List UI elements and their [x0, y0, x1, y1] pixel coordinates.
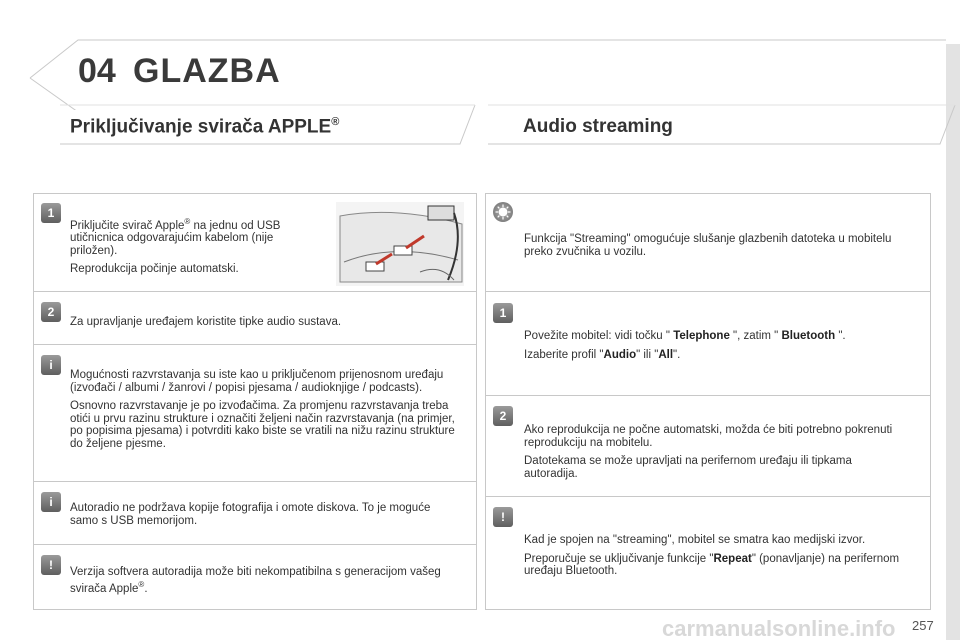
item-text: Ako reprodukcija ne počne automatski, možda će biti potrebno pokrenuti reprodukciju na mobitelu. Datotekama se može upravljati na perifernom uređaju ili tipkama autoradija. — [524, 424, 893, 480]
list-item — [34, 194, 476, 291]
list-item — [34, 481, 476, 545]
usb-port-illustration — [336, 202, 464, 286]
item-text: Priključite svirač Apple® na jednu od USB utičnicnica odgovarajućim kabelom (nije priložen). Reprodukcija počinje automatski. — [70, 217, 281, 276]
item-text: Mogućnosti razvrstavanja su iste kao u priključenom prijenosnom uređaju (izvođači / albumi / žanrovi / popisi pjesama / audioknjige / podcasts). Osnovno razvrstavanje je po izvođačima. Za promjenu razvrstavanja treba otići u prvu razinu strukture i označiti željeni način razvrstavanja (na primjer, po popisima pjesama) i potvrditi kako biste se vratili na nižu razinu strukture do željene pjesme. — [70, 369, 455, 450]
tip-sun-icon — [493, 202, 513, 222]
page-number: 257 — [912, 618, 934, 633]
info-icon: i — [41, 355, 61, 375]
list-item — [34, 544, 476, 610]
item-text: Verzija softvera autoradija može biti nekompatibilna s generacijom vašeg svirača Apple®. — [70, 566, 441, 595]
list-item — [486, 496, 930, 610]
item-text: Povežite mobitel: vidi točku " Telephone ", zatim " Bluetooth ". Izaberite profil "Audio" ili "All". — [524, 330, 846, 361]
list-item — [486, 291, 930, 396]
watermark: carmanualsonline.info — [662, 616, 896, 641]
list-item — [34, 344, 476, 482]
right-section-title: Audio streaming — [523, 116, 673, 137]
info-icon: i — [41, 492, 61, 512]
item-text: Kad je spojen na "streaming", mobitel se smatra kao medijski izvor. Preporučuje se uključivanje funkcije "Repeat" (ponavljanje) na perifernom uređaju Bluetooth. — [524, 534, 900, 577]
left-panel — [33, 193, 477, 610]
chapter-number: 04 — [78, 52, 116, 90]
step-1-badge: 1 — [493, 303, 513, 323]
step-1-badge: 1 — [41, 203, 61, 223]
sun-icon — [493, 202, 513, 222]
list-item — [486, 194, 930, 291]
chapter-title: GLAZBA — [133, 52, 281, 90]
list-item — [486, 395, 930, 497]
item-text: Funkcija "Streaming" omogućuje slušanje glazbenih datoteka u mobitelu preko zvučnika u vozilu. — [524, 233, 892, 258]
item-text: Autoradio ne podržava kopije fotografija i omote diskova. To je moguće samo s USB memorijom. — [70, 502, 431, 527]
left-section-title: Priključivanje svirača APPLE® — [70, 116, 340, 138]
step-2-badge: 2 — [493, 406, 513, 426]
right-panel — [485, 193, 931, 610]
warning-icon: ! — [493, 507, 513, 527]
step-2-badge: 2 — [41, 302, 61, 322]
warning-icon: ! — [41, 555, 61, 575]
item-text: Za upravljanje uređajem koristite tipke audio sustava. — [70, 316, 342, 328]
list-item — [34, 291, 476, 345]
